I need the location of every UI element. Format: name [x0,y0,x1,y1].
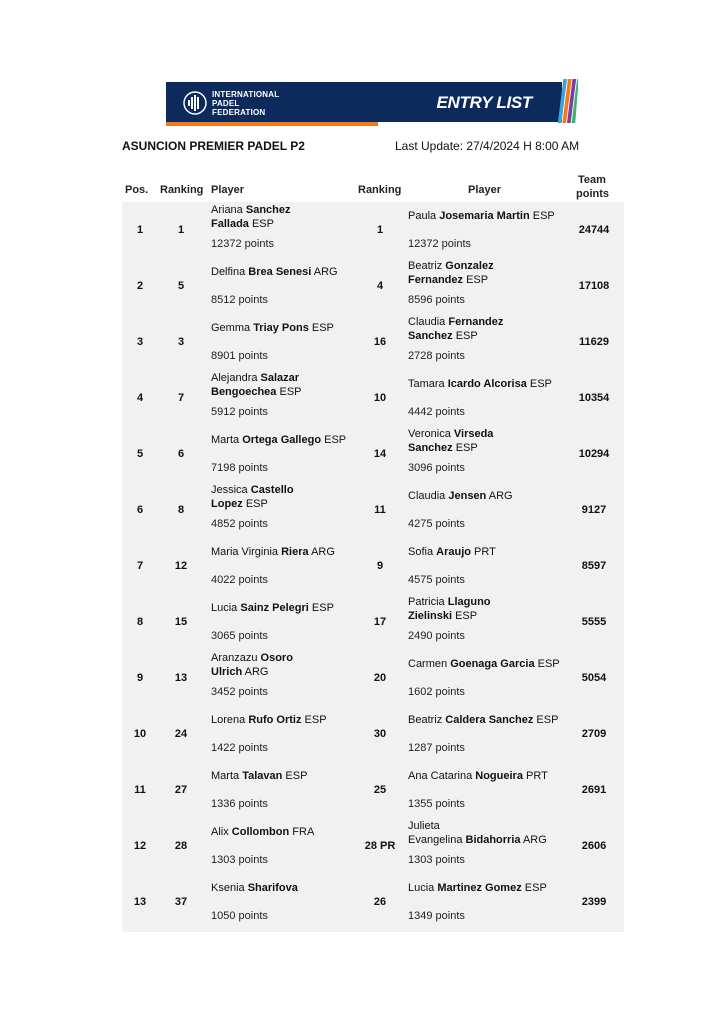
player-2-points: 1349 points [408,910,465,922]
row-pos: 7 [136,560,144,572]
row-team-points: 5054 [581,672,607,684]
row-ranking-2: 14 [373,448,387,460]
row-team-points: 2606 [581,840,607,852]
player-1-points: 5912 points [211,406,268,418]
banner-background [166,82,562,122]
ipf-entry-list-banner [166,78,580,128]
row-ranking-1: 28 [174,840,188,852]
player-1-name-line2: Lopez ESP [211,498,268,510]
row-team-points: 11629 [579,336,609,348]
player-2-points: 4275 points [408,518,465,530]
player-2-name-line2: Fernandez ESP [408,274,489,286]
col-header-player-1: Player [211,184,245,196]
row-ranking-2: 28 PR [364,840,396,852]
row-ranking-1: 12 [174,560,188,572]
player-2-name: Sofia Araujo PRT [408,546,496,558]
row-ranking-1: 15 [174,616,188,628]
player-2-points: 1287 points [408,742,465,754]
player-1-name: Ksenia Sharifova [211,882,298,894]
row-ranking-1: 24 [174,728,188,740]
player-2-points: 4575 points [408,574,465,586]
last-update: Last Update: 27/4/2024 H 8:00 AM [395,139,580,153]
row-ranking-1: 6 [177,448,185,460]
player-2-points: 1355 points [408,798,465,810]
row-ranking-2: 10 [373,392,387,404]
row-team-points: 10354 [578,392,610,404]
player-1-name: Ariana Sanchez [211,204,291,216]
player-2-name: Claudia Fernandez [408,316,504,328]
player-1-name-line2: Ulrich ARG [211,666,269,678]
row-team-points: 10294 [578,448,610,460]
player-2-points: 8596 points [408,294,465,306]
row-pos: 11 [134,784,146,796]
player-2-name: Claudia Jensen ARG [408,490,513,502]
row-team-points: 5555 [581,616,607,628]
row-ranking-2: 16 [373,336,387,348]
row-pos: 13 [133,896,147,908]
logo-line-3: FEDERATION [212,108,266,117]
player-2-points: 2490 points [408,630,465,642]
row-ranking-1: 27 [174,784,188,796]
row-ranking-1: 1 [177,224,185,236]
player-1-name: Jessica Castello [211,484,294,496]
player-1-name: Alejandra Salazar [211,372,300,384]
row-ranking-2: 26 [373,896,387,908]
player-1-points: 1336 points [211,798,268,810]
player-2-name-line2: Evangelina Bidahorria ARG [408,834,547,846]
player-1-name: Marta Talavan ESP [211,770,308,782]
player-2-name-line2: Sanchez ESP [408,330,478,342]
row-ranking-2: 9 [376,560,384,572]
col-header-player-2: Player [468,184,502,196]
col-header-team-points-1: Team [578,174,606,186]
player-2-name-line2: Zielinski ESP [408,610,478,622]
player-1-name: Gemma Triay Pons ESP [211,322,334,334]
row-pos: 2 [136,280,144,292]
col-header-pos: Pos. [125,184,149,196]
player-1-points: 1050 points [211,910,268,922]
player-2-points: 12372 points [408,238,471,250]
player-1-points: 1422 points [211,742,268,754]
row-ranking-1: 13 [174,672,188,684]
player-2-points: 2728 points [408,350,465,362]
player-2-name: Paula Josemaria Martin ESP [408,210,555,222]
player-1-name: Delfina Brea Senesi ARG [211,266,338,278]
row-ranking-2: 4 [376,280,384,292]
tournament-title: ASUNCION PREMIER PADEL P2 [122,139,305,153]
row-team-points: 2709 [581,728,607,740]
player-2-name: Beatriz Caldera Sanchez ESP [408,714,559,726]
row-pos: 5 [136,448,144,460]
row-pos: 9 [136,672,144,684]
banner-stripes-decoration [556,78,578,124]
player-1-points: 3452 points [211,686,268,698]
row-pos: 3 [136,336,144,348]
player-1-name: Lucia Sainz Pelegri ESP [211,602,334,614]
player-1-points: 8512 points [211,294,268,306]
player-2-name-line2: Sanchez ESP [408,442,478,454]
row-ranking-1: 3 [177,336,185,348]
row-pos: 1 [136,224,144,236]
row-ranking-2: 25 [373,784,387,796]
col-header-ranking-2: Ranking [358,184,402,196]
player-1-points: 4022 points [211,574,268,586]
player-1-name: Maria Virginia Riera ARG [211,546,335,558]
row-ranking-1: 7 [177,392,185,404]
player-2-points: 3096 points [408,462,465,474]
player-2-points: 1303 points [408,854,465,866]
row-team-points: 2399 [581,896,607,908]
player-2-name: Tamara Icardo Alcorisa ESP [408,378,552,390]
col-header-team-points-2: points [576,188,609,200]
logo-line-1: INTERNATIONAL [212,90,280,99]
row-pos: 8 [136,616,144,628]
player-2-points: 1602 points [408,686,465,698]
player-1-name: Lorena Rufo Ortiz ESP [211,714,327,726]
player-2-name: Patricia Llaguno [408,596,491,608]
player-1-points: 12372 points [211,238,274,250]
row-pos: 6 [136,504,144,516]
player-2-name: Julieta [408,820,440,832]
player-1-points: 8901 points [211,350,268,362]
row-team-points: 2691 [581,784,607,796]
banner-accent-bar [166,122,378,126]
row-ranking-2: 1 [376,224,384,236]
player-1-points: 7198 points [211,462,268,474]
row-ranking-2: 11 [374,504,386,516]
player-1-points: 3065 points [211,630,268,642]
player-1-name: Alix Collombon FRA [211,826,315,838]
player-2-name: Carmen Goenaga Garcia ESP [408,658,560,670]
player-1-name: Marta Ortega Gallego ESP [211,434,347,446]
row-team-points: 8597 [581,560,607,572]
row-team-points: 9127 [581,504,607,516]
row-ranking-2: 20 [373,672,387,684]
banner-title: ENTRY LIST [436,93,532,112]
ipf-logo-text [212,90,279,117]
row-team-points: 24744 [578,224,610,236]
player-1-name-line2: Bengoechea ESP [211,386,302,398]
row-ranking-2: 17 [373,616,387,628]
logo-line-2: PADEL [212,99,240,108]
row-pos: 12 [133,840,147,852]
col-header-ranking-1: Ranking [160,184,204,196]
player-2-name: Ana Catarina Nogueira PRT [408,770,548,782]
player-2-points: 4442 points [408,406,465,418]
player-1-name-line2: Fallada ESP [211,218,274,230]
row-pos: 10 [133,728,147,740]
row-ranking-1: 8 [177,504,185,516]
row-ranking-1: 5 [177,280,185,292]
row-team-points: 17108 [578,280,610,292]
player-2-name: Lucia Martinez Gomez ESP [408,882,547,894]
player-2-name: Veronica Virseda [408,428,494,440]
row-ranking-2: 30 [373,728,387,740]
player-1-points: 1303 points [211,854,268,866]
player-1-name: Aranzazu Osoro [211,652,293,664]
row-ranking-1: 37 [174,896,188,908]
row-pos: 4 [136,392,144,404]
player-1-points: 4852 points [211,518,268,530]
player-2-name: Beatriz Gonzalez [408,260,494,272]
ipf-logo-icon [182,90,208,116]
